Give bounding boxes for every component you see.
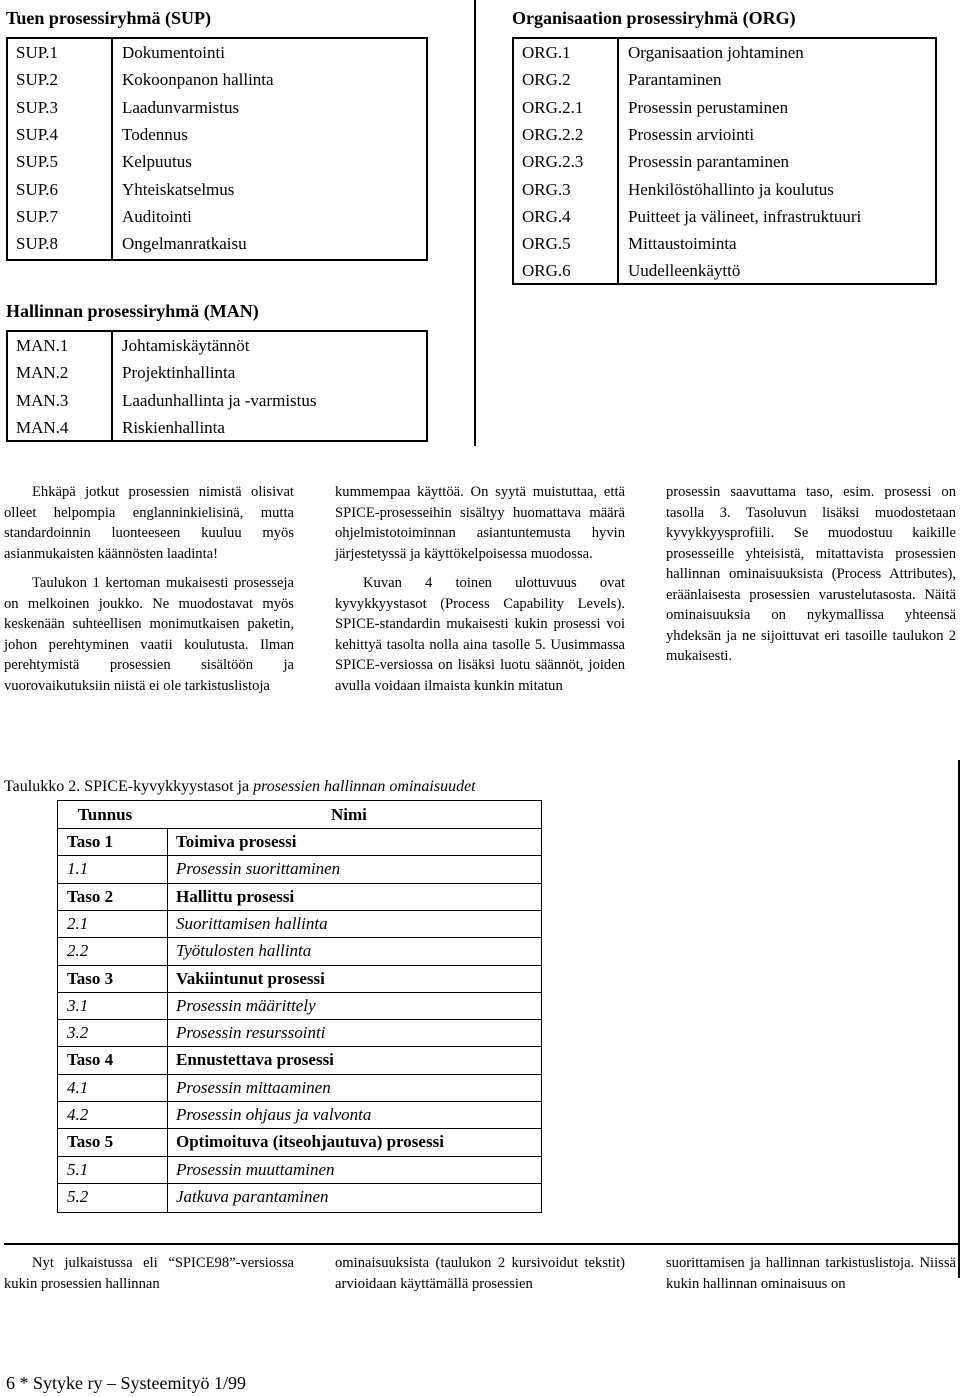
org-row xyxy=(514,66,935,93)
org-code: ORG.6 xyxy=(522,261,571,281)
org-row xyxy=(514,148,935,175)
sup-code: SUP.1 xyxy=(16,43,59,62)
text-column-1 xyxy=(4,482,294,705)
level-code: Taso 3 xyxy=(67,968,114,988)
level-code: 4.2 xyxy=(67,1105,89,1124)
org-row xyxy=(514,203,935,230)
sup-row xyxy=(8,94,426,121)
level-name: Vakiintunut prosessi xyxy=(176,968,325,988)
sup-table xyxy=(6,37,428,261)
org-code: ORG.4 xyxy=(522,206,571,226)
sup-name: Yhteiskatselmus xyxy=(122,179,235,199)
org-code: ORG.3 xyxy=(522,179,571,199)
table-row xyxy=(58,1101,541,1128)
sup-code: SUP.4 xyxy=(16,124,59,144)
text-column-3 xyxy=(666,482,956,676)
paragraph: Ehkäpä jotkut prosessien nimistä olisivat olleet helpompia englanninkielisinä, mutta standardoinnin luonteeseen kuuluu myös asianmukaisten käännösten laadinta! xyxy=(4,484,294,562)
man-name: Laadunhallinta ja -varmistus xyxy=(122,390,317,410)
org-name: Prosessin arviointi xyxy=(628,124,755,144)
sup-code: SUP.5 xyxy=(16,152,59,172)
sup-row xyxy=(8,66,426,93)
table-row xyxy=(58,1074,541,1101)
table-row xyxy=(58,1046,541,1073)
level-code: Taso 4 xyxy=(67,1050,114,1070)
level-name: Hallittu prosessi xyxy=(176,886,295,906)
section-divider xyxy=(4,1243,960,1245)
org-row xyxy=(514,39,935,66)
sup-row xyxy=(8,203,426,230)
man-row xyxy=(8,332,426,359)
sup-row xyxy=(8,230,426,257)
org-row xyxy=(514,176,935,203)
text-column-2 xyxy=(335,482,625,705)
sup-name: Ongelmanratkaisu xyxy=(122,234,247,254)
org-code: ORG.2 xyxy=(522,70,571,90)
org-table xyxy=(512,37,937,285)
sup-name: Kelpuutus xyxy=(122,152,192,172)
org-row xyxy=(514,230,935,257)
level-name: Prosessin mittaaminen xyxy=(176,1077,331,1097)
level-name: Suorittamisen hallinta xyxy=(176,913,328,933)
paragraph: Taulukon 1 kertoman mukaisesti prosesseja on melkoinen joukko. Ne muodostavat myös keskenään suhteellisen monimutkaisen paketin, johon perehtyminen vaatii koulutusta. Ilman perehtymistä prosessien sisältöön ja vuorovaikutuksiin niistä ei ole tarkistuslistoja xyxy=(4,575,294,694)
table2-side-line xyxy=(958,760,960,1278)
level-name: Ennustettava prosessi xyxy=(176,1050,334,1070)
org-name: Henkilöstöhallinto ja koulutus xyxy=(628,179,834,199)
man-row xyxy=(8,359,426,386)
sup-row xyxy=(8,121,426,148)
top-column-separator xyxy=(474,0,476,446)
org-row xyxy=(514,94,935,121)
level-code: 3.2 xyxy=(67,1023,89,1043)
table-row xyxy=(58,910,541,937)
header-code: Tunnus xyxy=(78,805,133,824)
table-row xyxy=(58,965,541,992)
table-row xyxy=(58,855,541,882)
level-name: Työtulosten hallinta xyxy=(176,941,312,961)
sup-row xyxy=(8,39,426,66)
org-code: ORG.1 xyxy=(522,43,571,62)
man-table xyxy=(6,330,428,442)
man-code: MAN.4 xyxy=(16,417,69,437)
level-code: 4.1 xyxy=(67,1077,89,1097)
org-code: ORG.2.2 xyxy=(522,124,584,144)
sup-code: SUP.7 xyxy=(16,206,59,226)
level-name: Prosessin määrittely xyxy=(176,995,316,1015)
level-name: Prosessin resurssointi xyxy=(176,1023,326,1043)
header-name: Nimi xyxy=(331,805,367,824)
paragraph: prosessin saavuttama taso, esim. prosessi on tasolla 3. Tasoluvun lisäksi muodostetaan kyvykkyysprofiili. Se muodostuu kaikille prosesseille yhteisistä, mitattavista prosessien hallinnan ominaisuuksista (Process Attributes), eräänlaisesta prosessien varustelutasosta. Näitä ominaisuuksia on nykymallissa yhteensä yhdeksän ja ne sijoittuvat eri tasoille taulukon 2 mukaisesti. xyxy=(666,484,956,664)
man-heading: Hallinnan prosessiryhmä (MAN) xyxy=(6,301,259,321)
org-row xyxy=(514,121,935,148)
org-name: Parantaminen xyxy=(628,70,722,90)
caption-text: Taulukko 2. SPICE-kyvykkyystasot ja xyxy=(4,778,254,795)
level-name: Prosessin ohjaus ja valvonta xyxy=(176,1105,372,1124)
level-name: Prosessin suorittaminen xyxy=(176,859,341,879)
table-row xyxy=(58,883,541,910)
page-footer: 6 * Sytyke ry – Systeemityö 1/99 xyxy=(6,1373,246,1393)
man-name: Riskienhallinta xyxy=(122,417,225,437)
org-name: Puitteet ja välineet, infrastruktuuri xyxy=(628,206,862,226)
sup-row xyxy=(8,176,426,203)
man-code: MAN.2 xyxy=(16,363,69,383)
org-code: ORG.5 xyxy=(522,234,571,254)
table-row xyxy=(58,828,541,855)
man-code: MAN.3 xyxy=(16,390,69,410)
table-row xyxy=(58,992,541,1019)
org-name: Mittaustoiminta xyxy=(628,234,737,254)
table-row xyxy=(58,1156,541,1183)
caption-italic-text: prosessien hallinnan ominaisuudet xyxy=(253,778,476,795)
org-name: Organisaation johtaminen xyxy=(628,43,804,62)
sup-heading: Tuen prosessiryhmä (SUP) xyxy=(6,8,212,28)
level-code: 2.1 xyxy=(67,913,89,933)
paragraph: ominaisuuksista (taulukon 2 kursivoidut tekstit) arvioidaan käyttämällä prosessien xyxy=(335,1255,625,1292)
level-code: 5.2 xyxy=(67,1186,89,1206)
org-name: Uudelleenkäyttö xyxy=(628,261,741,281)
level-code: Taso 1 xyxy=(67,832,114,851)
org-heading: Organisaation prosessiryhmä (ORG) xyxy=(512,8,796,28)
level-name: Optimoituva (itseohjautuva) prosessi xyxy=(176,1132,444,1152)
man-name: Johtamiskäytännöt xyxy=(122,336,250,355)
level-code: 1.1 xyxy=(67,859,89,879)
table-row xyxy=(58,1128,541,1155)
man-name: Projektinhallinta xyxy=(122,363,236,383)
table2-caption xyxy=(4,778,476,796)
level-name: Toimiva prosessi xyxy=(176,832,297,851)
level-code: 5.1 xyxy=(67,1159,89,1179)
man-code: MAN.1 xyxy=(16,336,69,355)
level-name: Jatkuva parantaminen xyxy=(176,1186,329,1206)
sup-row xyxy=(8,148,426,175)
sup-code: SUP.6 xyxy=(16,179,59,199)
sup-code: SUP.2 xyxy=(16,70,59,90)
sup-name: Todennus xyxy=(122,124,188,144)
bottom-column-3 xyxy=(666,1253,956,1303)
paragraph: Kuvan 4 toinen ulottuvuus ovat kyvykkyystasot (Process Capability Levels). SPICE-standardin mukaisesti kukin prosessi voi kehittyä tasolta nolla aina tasolle 5. Uusimmassa SPICE-versiossa on lisäksi luotu säännöt, joiden avulla voidaan ilmaista kunkin mitatun xyxy=(335,575,625,694)
table-row xyxy=(58,1019,541,1046)
sup-name: Laadunvarmistus xyxy=(122,97,240,117)
capability-table xyxy=(57,800,542,1213)
man-row xyxy=(8,387,426,414)
bottom-column-1 xyxy=(4,1253,294,1303)
org-name: Prosessin parantaminen xyxy=(628,152,789,172)
level-code: 2.2 xyxy=(67,941,89,961)
paragraph: Nyt julkaistussa eli “SPICE98”-versiossa kukin prosessien hallinnan xyxy=(4,1255,294,1292)
sup-name: Auditointi xyxy=(122,206,192,226)
org-code: ORG.2.1 xyxy=(522,97,584,117)
table-header xyxy=(58,801,541,828)
man-row xyxy=(8,414,426,441)
level-code: Taso 5 xyxy=(67,1132,114,1152)
table-row xyxy=(58,1183,541,1210)
level-code: Taso 2 xyxy=(67,886,114,906)
level-code: 3.1 xyxy=(67,995,89,1015)
org-row xyxy=(514,257,935,284)
level-name: Prosessin muuttaminen xyxy=(176,1159,335,1179)
bottom-column-2 xyxy=(335,1253,625,1303)
sup-name: Dokumentointi xyxy=(122,43,225,62)
sup-code: SUP.8 xyxy=(16,234,59,254)
sup-code: SUP.3 xyxy=(16,97,59,117)
sup-name: Kokoonpanon hallinta xyxy=(122,70,274,90)
paragraph: suorittamisen ja hallinnan tarkistuslistoja. Niissä kukin hallinnan ominaisuus on xyxy=(666,1255,956,1292)
paragraph: kummempaa käyttöä. On syytä muistuttaa, että SPICE-prosesseihin sisältyy huomattava määrä ohjelmistotoiminnan asiantuntemusta hyvin järjestetyssä ja käyttökelpoisessa muodossa. xyxy=(335,484,625,562)
table-row xyxy=(58,937,541,964)
org-code: ORG.2.3 xyxy=(522,152,584,172)
org-name: Prosessin perustaminen xyxy=(628,97,789,117)
